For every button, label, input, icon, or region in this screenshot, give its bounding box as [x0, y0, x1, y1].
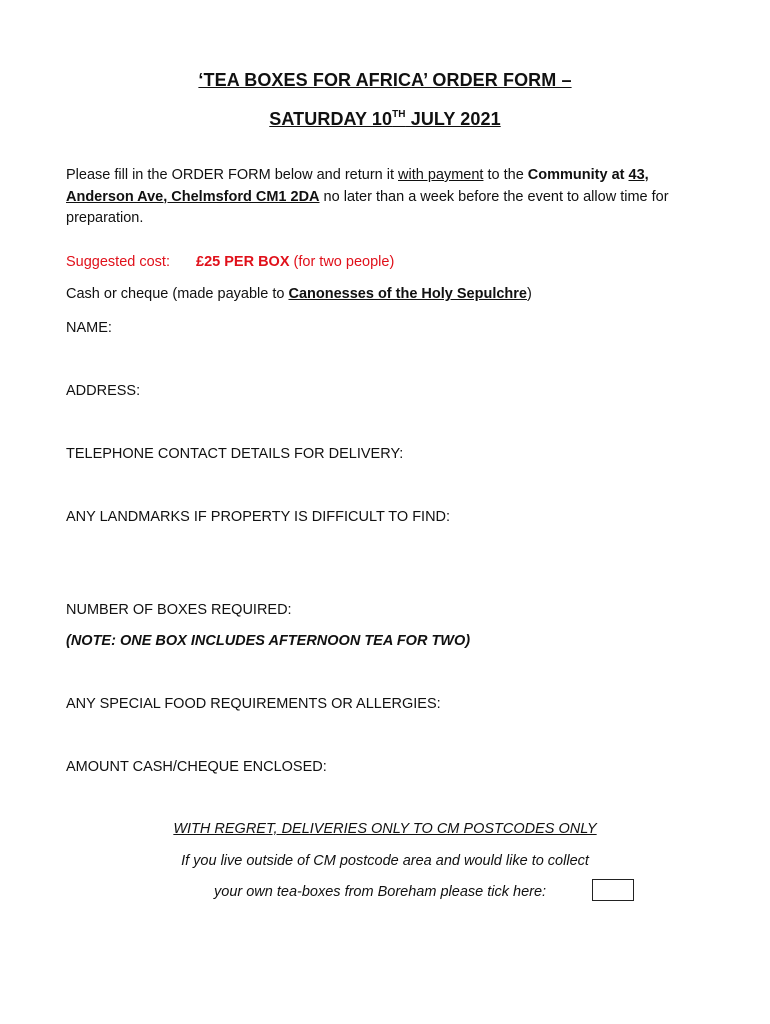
boxes-field-label: NUMBER OF BOXES REQUIRED:: [66, 602, 292, 618]
telephone-field-label: TELEPHONE CONTACT DETAILS FOR DELIVERY:: [66, 446, 404, 462]
collection-tick-label: your own tea-boxes from Boreham please tick here:: [214, 884, 547, 900]
boxes-note: (NOTE: ONE BOX INCLUDES AFTERNOON TEA FOR TWO): [66, 633, 471, 649]
payee-name: Canonesses of the Holy Sepulchre: [288, 286, 527, 302]
collection-tick-box[interactable]: [592, 879, 634, 901]
cost-label: Suggested cost:: [66, 254, 170, 270]
cost-price: £25 PER BOX: [196, 254, 290, 270]
event-date: SATURDAY 10TH JULY 2021: [269, 109, 501, 129]
payment-method: Cash or cheque (made payable to Canonesses of the Holy Sepulchre): [66, 286, 532, 302]
suggested-cost: [66, 252, 706, 274]
address-field-label: ADDRESS:: [66, 383, 141, 399]
amount-enclosed-label: AMOUNT CASH/CHEQUE ENCLOSED:: [66, 759, 327, 775]
form-title: ‘TEA BOXES FOR AFRICA’ ORDER FORM –: [198, 70, 572, 90]
name-field-label: NAME:: [66, 320, 112, 336]
special-requirements-label: ANY SPECIAL FOOD REQUIREMENTS OR ALLERGIES:: [66, 696, 441, 712]
intro-paragraph: Please fill in the ORDER FORM below and return it with payment to the Community at 43, Anderson Ave, Chelmsford CM1 2DA no later than a week before the event to allow time for preparation.: [66, 167, 669, 226]
collection-notice: If you live outside of CM postcode area and would like to collect: [181, 853, 589, 869]
community-text: Community at: [527, 167, 625, 183]
community-address: 43, Anderson Ave, Chelmsford CM1 2DA: [66, 167, 649, 205]
landmarks-field-label: ANY LANDMARKS IF PROPERTY IS DIFFICULT TO FIND:: [66, 509, 451, 525]
cost-note: (for two people): [289, 254, 395, 270]
delivery-notice: WITH REGRET, DELIVERIES ONLY TO CM POSTCODES ONLY: [173, 821, 597, 837]
with-payment-text: with payment: [398, 167, 484, 183]
